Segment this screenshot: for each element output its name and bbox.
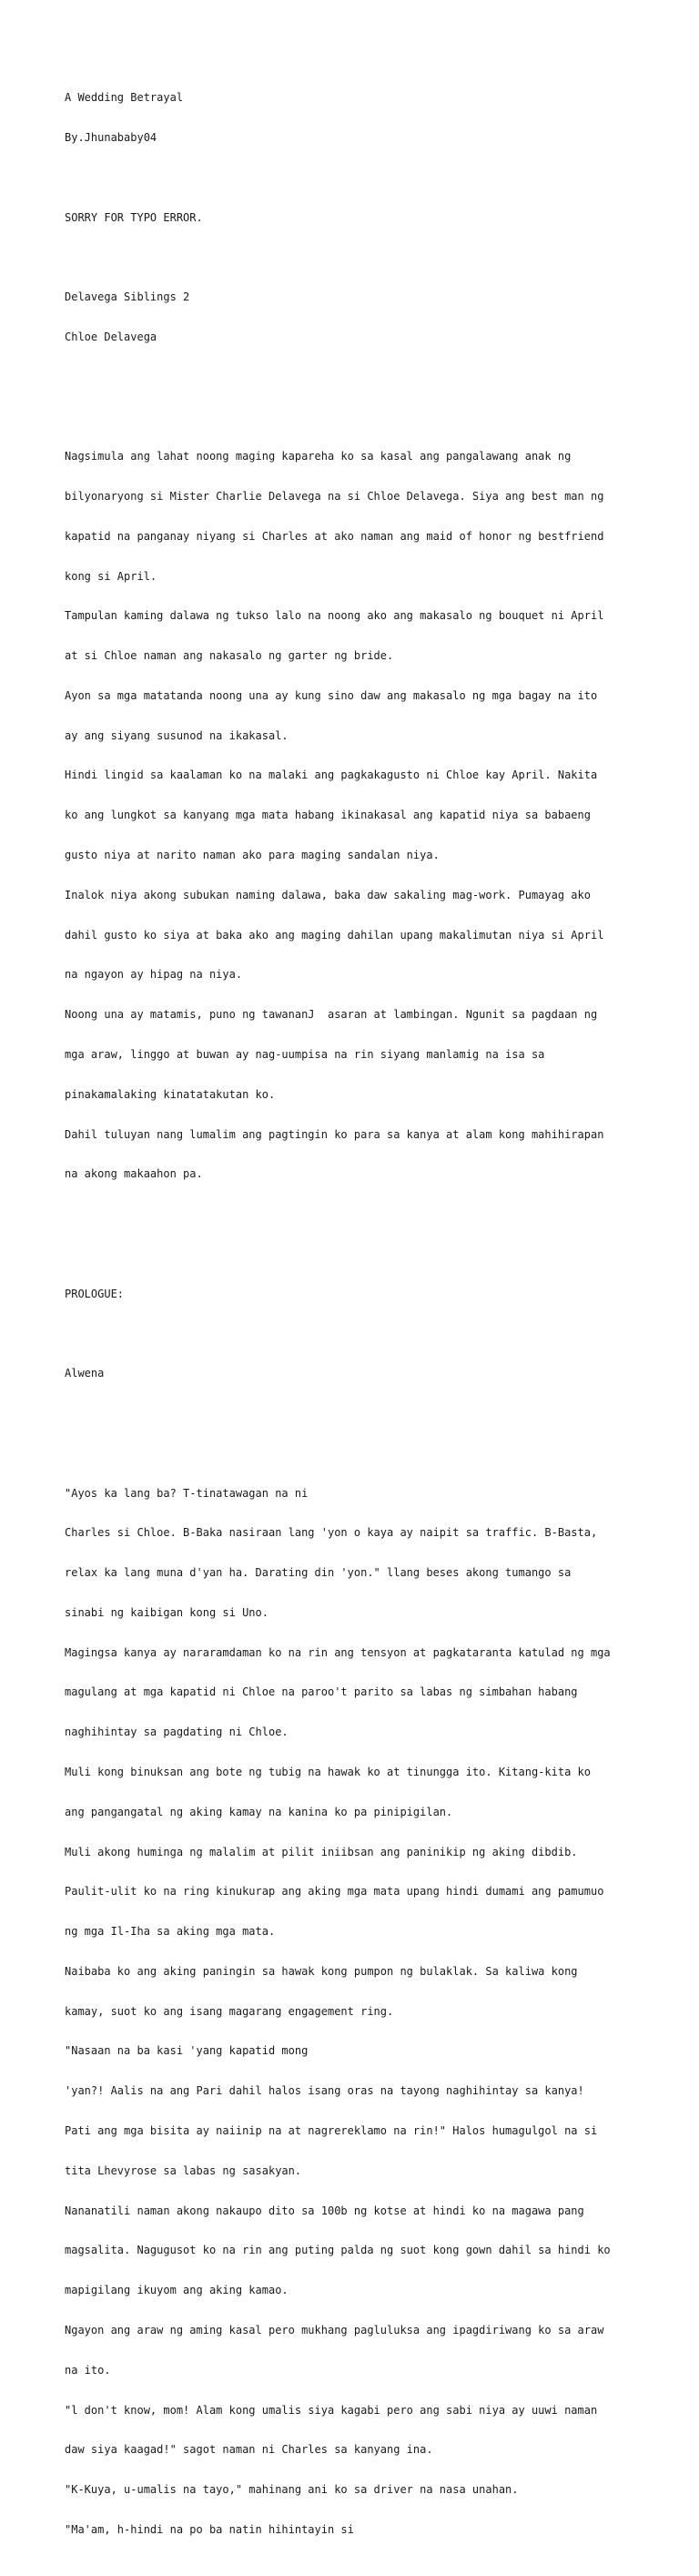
prologue-line: Naibaba ko ang aking paningin sa hawak kong pumpon ng bulaklak. Sa kaliwa kong: [65, 1964, 578, 1978]
prologue-line: Charles si Chloe. B-Baka nasiraan lang 'yon o kaya ay naipit sa traffic. B-Basta,: [65, 1526, 598, 1540]
spacer: [65, 250, 684, 264]
prologue-line: daw siya kaagad!" sagot naman ni Charles sa kanyang ina.: [65, 2443, 433, 2457]
document-page: [65, 65, 684, 2576]
prologue-line: ng mga Il-Iha sa aking mga mata.: [65, 1925, 276, 1939]
prologue-line: Muli akong huminga ng malalim at pilit iniibsan ang paninikip ng aking dibdib.: [65, 1845, 578, 1858]
prologue-line: "l don't know, mom! Alam kong umalis siya kagabi pero ang sabi niya ay uuwi naman: [65, 2403, 598, 2417]
synopsis-line: Tampulan kaming dalawa ng tukso lalo na noong ako ang makasalo ng bouquet ni April: [65, 609, 604, 623]
prologue-line: "Nasaan na ba kasi 'yang kapatid mong: [65, 2044, 309, 2058]
synopsis-line: Inalok niya akong subukan naming dalawa, baka daw sakaling mag-work. Pumayag ako: [65, 888, 591, 901]
pov-name: Alwena: [65, 1367, 105, 1380]
synopsis-line: bilyonaryong si Mister Charlie Delavega na si Chloe Delavega. Siya ang best man ng: [65, 490, 604, 503]
prologue-line: kamay, suot ko ang isang magarang engagement ring.: [65, 2004, 394, 2018]
story-title: A Wedding Betrayal: [65, 91, 184, 105]
synopsis-line: mga araw, linggo at buwan ay nag-uumpisa na rin siyang manlamig na isa sa: [65, 1047, 545, 1061]
prologue-line: "Ayos ka lang ba? T-tinatawagan na ni: [65, 1486, 309, 1500]
prologue-line: magulang at mga kapatid ni Chloe na paroo't parito sa labas ng simbahan habang: [65, 1685, 578, 1699]
prologue-line: sinabi ng kaibigan kong si Uno.: [65, 1605, 268, 1619]
synopsis-line: na ngayon ay hipag na niya.: [65, 968, 243, 982]
prologue-line: "Ma'am, h-hindi na po ba natin hihintayin si: [65, 2522, 354, 2536]
prologue-line: Paulit-ulit ko na ring kinukurap ang aking mga mata upang hindi dumami ang pamumuo: [65, 1885, 604, 1899]
synopsis-line: dahil gusto ko siya at baka ako ang maging dahilan upang makalimutan niya si April: [65, 928, 604, 942]
prologue-line: Nananatili naman akong nakaupo dito sa 100b ng kotse at hindi ko na magawa pang: [65, 2204, 584, 2217]
series-name: Delavega Siblings 2: [65, 290, 190, 304]
prologue-heading: PROLOGUE:: [65, 1287, 125, 1300]
prologue-block: [65, 1460, 684, 2562]
prologue-line: relax ka lang muna d'yan ha. Darating din 'yon." llang beses akong tumango sa: [65, 1566, 572, 1580]
spacer: [65, 171, 684, 185]
prologue-line: na ito.: [65, 2363, 111, 2377]
prologue-line: ang pangangatal ng aking kamay na kanina ko pa pinipigilan.: [65, 1805, 453, 1818]
synopsis-line: kong si April.: [65, 569, 157, 583]
prologue-line: 'yan?! Aalis na ang Pari dahil halos isang oras na tayong naghihintay sa kanya!: [65, 2084, 584, 2098]
synopsis-line: ay ang siyang susunod na ikakasal.: [65, 728, 289, 742]
synopsis-line: na akong makaahon pa.: [65, 1167, 203, 1181]
prologue-line: mapigilang ikuyom ang aking kamao.: [65, 2284, 289, 2297]
synopsis-line: pinakamalaking kinatatakutan ko.: [65, 1087, 276, 1101]
spacer: [65, 1327, 684, 1340]
synopsis-line: ko ang lungkot sa kanyang mga mata habang ikinakasal ang kapatid niya sa babaeng: [65, 809, 591, 822]
prologue-line: Pati ang mga bisita ay naiinip na at nagrereklamo na rin!" Halos humagulgol na si: [65, 2124, 598, 2138]
synopsis-line: Noong una ay matamis, puno ng tawananJ asaran at lambingan. Ngunit sa pagdaan ng: [65, 1008, 598, 1022]
synopsis-line: at si Chloe naman ang nakasalo ng garter ng bride.: [65, 649, 394, 663]
synopsis-line: kapatid na panganay niyang si Charles at ako naman ang maid of honor ng bestfriend: [65, 529, 604, 543]
story-author: By.Jhunababy04: [65, 130, 157, 144]
book-name: Chloe Delavega: [65, 330, 157, 343]
prologue-line: Magingsa kanya ay nararamdaman ko na rin ang tensyon at pagkataranta katulad ng mga: [65, 1645, 611, 1659]
spacer: [65, 1247, 684, 1261]
synopsis-line: Ayon sa mga matatanda noong una ay kung sino daw ang makasalo ng mga bagay na ito: [65, 688, 598, 702]
prologue-line: tita Lhevyrose sa labas ng sasakyan.: [65, 2164, 302, 2177]
prologue-line: "K-Kuya, u-umalis na tayo," mahinang ani ko sa driver na nasa unahan.: [65, 2483, 519, 2497]
synopsis-line: Hindi lingid sa kaalaman ko na malaki ang pagkakagusto ni Chloe kay April. Nakita: [65, 769, 598, 782]
synopsis-block: [65, 423, 684, 1207]
synopsis-line: Nagsimula ang lahat noong maging kapareha ko sa kasal ang pangalawang anak ng: [65, 450, 572, 463]
synopsis-line: Dahil tuluyan nang lumalim ang pagtingin ko para sa kanya at alam kong mahihirapan: [65, 1127, 604, 1141]
prologue-line: naghihintay sa pagdating ni Chloe.: [65, 1726, 289, 1739]
prologue-line: magsalita. Nagugusot ko na rin ang puting palda ng suot kong gown dahil sa hindi ko: [65, 2244, 611, 2257]
prologue-line: Muli kong binuksan ang bote ng tubig na hawak ko at tinungga ito. Kitang-kita ko: [65, 1766, 591, 1778]
prologue-line: Ngayon ang araw ng aming kasal pero mukhang pagluluksa ang ipagdiriwang ko sa araw: [65, 2323, 604, 2337]
synopsis-line: gusto niya at narito naman ako para maging sandalan niya.: [65, 849, 440, 862]
spacer: [65, 1407, 684, 1420]
spacer: [65, 371, 684, 384]
typo-notice: SORRY FOR TYPO ERROR.: [65, 210, 203, 224]
